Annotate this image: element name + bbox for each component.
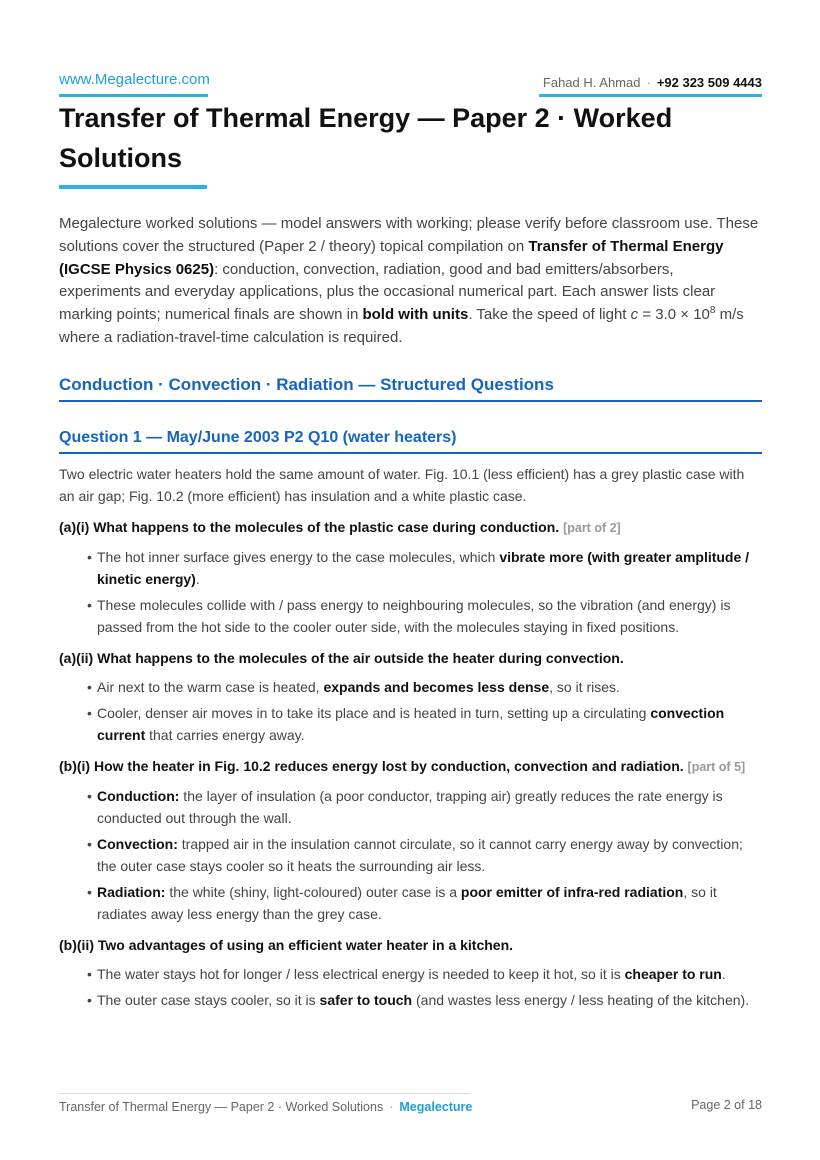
answer-point xyxy=(97,546,762,590)
answer-text: These molecules collide with / pass energy to neighbouring molecules, so the vibration (and energy) is passed from the hot side to the cooler outer side, with the molecules staying in fixed positions. xyxy=(97,597,731,635)
answer-point xyxy=(97,785,762,829)
part-b-ii-label xyxy=(59,934,762,956)
answer-text: The hot inner surface gives energy to the case molecules, which xyxy=(97,549,500,565)
answer-text: Cooler, denser air moves in to take its place and is heated in turn, setting up a circulating xyxy=(97,705,651,721)
part-label-text: (b)(ii) Two advantages of using an efficient water heater in a kitchen. xyxy=(59,937,514,953)
marks-badge: [part of 5] xyxy=(687,760,746,774)
answer-text: The water stays hot for longer / less electrical energy is needed to keep it hot, so it is xyxy=(97,966,625,982)
answer-key-term: Radiation: xyxy=(97,884,166,900)
answer-key-term: Convection: xyxy=(97,836,178,852)
answer-text: . xyxy=(195,571,200,587)
answer-key-term: vibrate more (with greater amplitude / kinetic energy) xyxy=(97,549,750,587)
part-a-ii-label xyxy=(59,647,762,669)
part-a-i-label xyxy=(59,516,762,539)
intro-bold: bold with units xyxy=(362,306,469,324)
part-label-text: (a)(ii) What happens to the molecules of the air outside the heater during convection. xyxy=(59,650,624,666)
answer-list xyxy=(59,546,762,638)
answer-text: the white (shiny, light-coloured) outer case is a xyxy=(165,884,461,900)
header-left xyxy=(59,71,208,97)
answer-key-term: Conduction: xyxy=(97,788,180,804)
answer-key-term: poor emitter of infra-red radiation xyxy=(460,884,684,900)
answer-text: (and wastes less energy / less heating of the kitchen). xyxy=(412,992,750,1008)
marks-badge: [part of 2] xyxy=(563,521,621,535)
exponent: 8 xyxy=(709,305,716,317)
answer-key-term: expands and becomes less dense xyxy=(323,679,550,695)
intro-text: : conduction, convection, radiation, good and bad emitters/absorbers, experiments and everyday applications, plus the occasional numerical part. Each answer lists clear marking points; numerical finals are shown in xyxy=(59,260,716,324)
answer-text: that carries energy away. xyxy=(145,727,305,743)
answer-list xyxy=(59,785,762,925)
intro-text: . Take the speed of light xyxy=(468,306,631,324)
header-right xyxy=(539,75,762,97)
intro-paragraph xyxy=(59,213,759,350)
footer-separator: · xyxy=(389,1100,394,1114)
question-stem: Two electric water heaters hold the same amount of water. Fig. 10.1 (less efficient) has a grey plastic case with an air gap; Fig. 10.2 (more efficient) has insulation and a white plastic case. xyxy=(59,466,745,504)
answer-point xyxy=(97,833,762,877)
answer-key-term: safer to touch xyxy=(319,992,413,1008)
answer-point xyxy=(97,963,762,985)
intro-text: m/s where a radiation-travel-time calculation is required. xyxy=(59,306,744,346)
answer-text: trapped air in the insulation cannot circulate, so it cannot carry energy away by convection; the outer case stays cooler so it heats the surrounding air less. xyxy=(97,836,743,874)
answer-list xyxy=(59,676,762,746)
page-number: Page 2 of 18 xyxy=(691,1098,762,1112)
answer-point xyxy=(97,702,762,746)
question-body xyxy=(59,463,762,1015)
answer-point xyxy=(97,881,762,925)
title-underline xyxy=(59,185,207,189)
answer-key-term: convection current xyxy=(97,705,725,743)
footer-doc-title: Transfer of Thermal Energy — Paper 2 · Worked Solutions xyxy=(59,1100,384,1114)
intro-text: Megalecture worked solutions — model answers with working; please verify before classroom use. These solutions cover the structured (Paper 2 / theory) topical compilation on xyxy=(59,215,759,255)
answer-text: The outer case stays cooler, so it is xyxy=(97,992,320,1008)
section-heading: Conduction · Convection · Radiation — Structured Questions xyxy=(59,375,762,402)
phone-number: +92 323 509 4443 xyxy=(656,75,762,90)
answer-point xyxy=(97,676,762,698)
part-b-i-label xyxy=(59,755,762,778)
answer-point xyxy=(97,989,762,1011)
part-label-text: (b)(i) How the heater in Fig. 10.2 reduces energy lost by conduction, convection and radiation. xyxy=(59,758,684,774)
answer-text: , so it radiates away less energy than the grey case. xyxy=(97,884,717,922)
intro-bold: Transfer of Thermal Energy (IGCSE Physics 0625) xyxy=(59,237,724,278)
answer-text: the layer of insulation (a poor conductor, trapping air) greatly reduces the rate energy is conducted out through the wall. xyxy=(97,788,723,826)
site-link[interactable]: www.Megalecture.com xyxy=(59,71,210,88)
answer-text: , so it rises. xyxy=(549,679,620,695)
answer-list xyxy=(59,963,762,1011)
author-name: Fahad H. Ahmad xyxy=(542,75,641,90)
footer-brand: Megalecture xyxy=(399,1100,473,1114)
header-separator: · xyxy=(646,75,651,90)
answer-point xyxy=(97,594,762,638)
answer-text: Air next to the warm case is heated, xyxy=(97,679,324,695)
speed-of-light-symbol: c xyxy=(630,306,639,324)
part-label-text: (a)(i) What happens to the molecules of the plastic case during conduction. xyxy=(59,519,560,535)
answer-text: . xyxy=(721,966,726,982)
intro-text: = 3.0 × 10 xyxy=(638,306,710,324)
footer-title xyxy=(59,1100,472,1114)
page-title: Transfer of Thermal Energy — Paper 2 · Worked Solutions xyxy=(59,103,673,173)
question-heading: Question 1 — May/June 2003 P2 Q10 (water heaters) xyxy=(59,429,762,454)
footer-divider xyxy=(59,1093,470,1094)
answer-key-term: cheaper to run xyxy=(624,966,722,982)
